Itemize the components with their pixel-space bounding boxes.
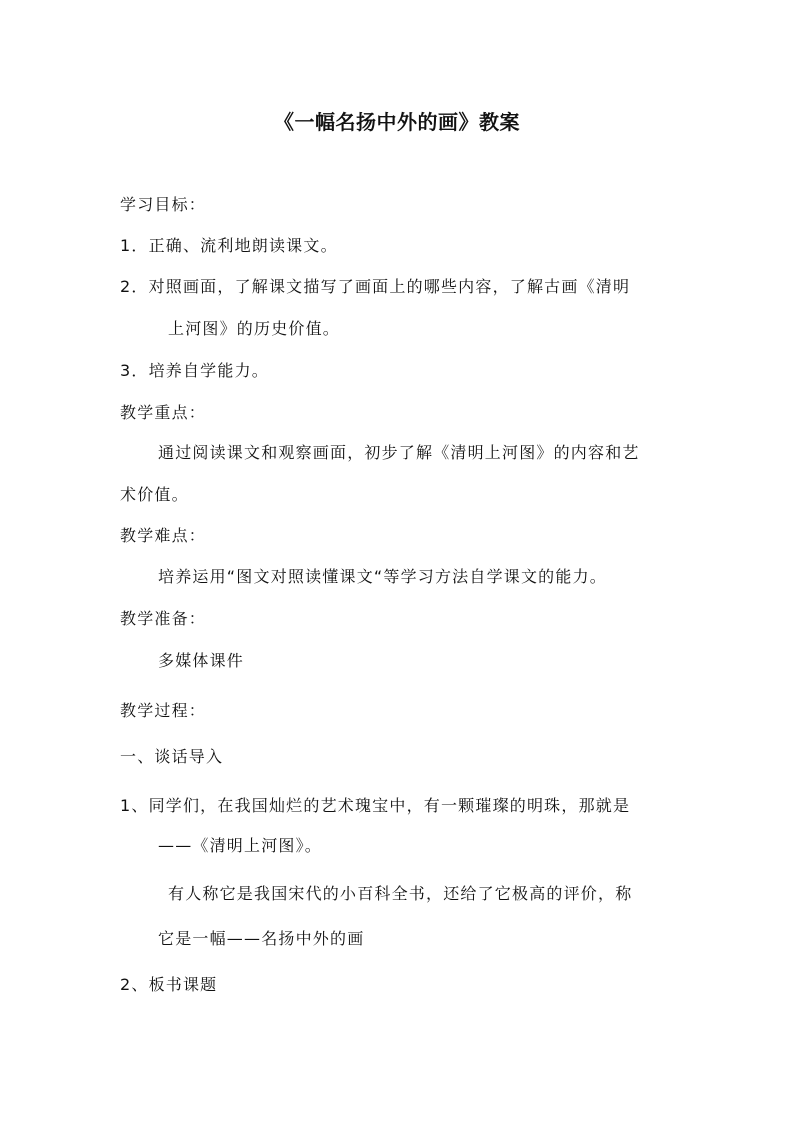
- objectives-heading: 学习目标：: [120, 195, 207, 214]
- key-points-heading: 教学重点：: [120, 403, 207, 422]
- key-points-text-line-2: 术价值。: [120, 485, 189, 504]
- objective-item-2: 2．对照画面，了解课文描写了画面上的哪些内容，了解古画《清明: [120, 277, 631, 296]
- difficulties-text: 培养运用“图文对照读懂课文“等学习方法自学课文的能力。: [158, 567, 607, 586]
- process-heading: 教学过程：: [120, 701, 207, 720]
- process-section-1: 一、谈话导入: [120, 747, 224, 766]
- objective-item-3: 3．培养自学能力。: [120, 361, 269, 380]
- process-step-2: 2、板书课题: [120, 975, 218, 994]
- objective-item-2-continued: 上河图》的历史价值。: [168, 319, 341, 338]
- document-title: 《一幅名扬中外的画》教案: [274, 110, 520, 134]
- process-step-1-line-2: ——《清明上河图》。: [158, 836, 323, 855]
- preparation-heading: 教学准备：: [120, 609, 207, 628]
- process-step-1-line-3: 有人称它是我国宋代的小百科全书，还给了它极高的评价，称: [168, 884, 633, 903]
- preparation-text: 多媒体课件: [158, 651, 245, 670]
- process-step-1-line-1: 1、同学们，在我国灿烂的艺术瑰宝中，有一颗璀璨的明珠，那就是: [120, 796, 631, 815]
- process-step-1-line-4: 它是一幅——名扬中外的画: [158, 929, 365, 948]
- key-points-text-line-1: 通过阅读课文和观察画面，初步了解《清明上河图》的内容和艺: [158, 443, 640, 462]
- objective-item-1: 1．正确、流利地朗读课文。: [120, 236, 338, 255]
- difficulties-heading: 教学难点：: [120, 526, 207, 545]
